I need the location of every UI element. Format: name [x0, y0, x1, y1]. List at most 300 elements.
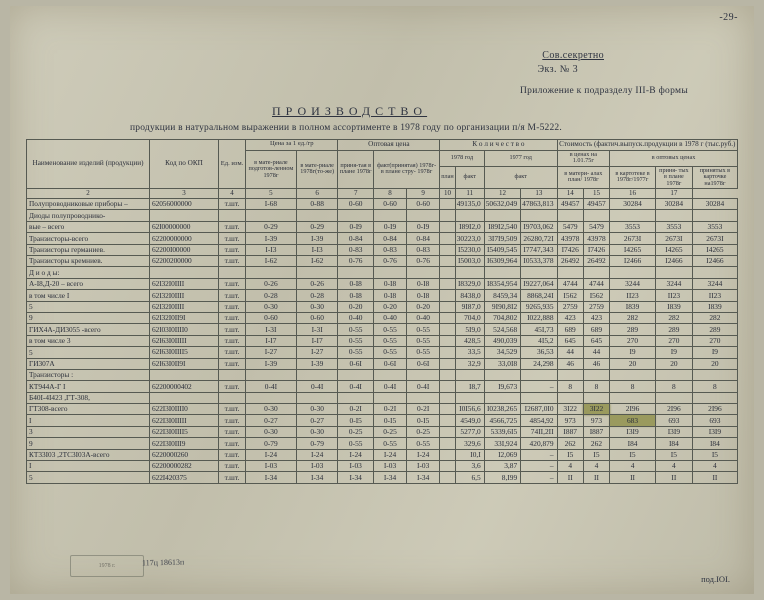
cell-code: [150, 392, 219, 403]
rubber-stamp: 1978 г.: [70, 555, 144, 577]
cell-v15: 2I96: [610, 404, 656, 415]
cell-q_1977: 26280,72I: [521, 233, 557, 244]
cell-product-name: 5: [27, 301, 150, 312]
cell-c6: 0-55: [338, 438, 373, 449]
cell-q_fact: I6309,964: [484, 256, 520, 267]
cell-v14: 4: [583, 461, 609, 472]
cell-q_fact: [484, 369, 520, 380]
cell-q_fact: 3I7I9,509: [484, 233, 520, 244]
cell-c7: 0-20: [373, 301, 406, 312]
cell-v16: I4265: [655, 244, 692, 255]
cell-c4: 0-27: [246, 415, 297, 426]
col-num: 13: [521, 189, 557, 199]
table-row: [27, 461, 738, 472]
cell-unit: т.шт.: [219, 472, 246, 483]
cell-v17: 282: [692, 312, 737, 323]
cell-product-name: ГТ308-всего: [27, 404, 150, 415]
cell-c7: 0-55: [373, 324, 406, 335]
cell-v15: I3I9: [610, 426, 656, 437]
cell-code: [150, 267, 219, 278]
secrecy-stamp: Сов.секретно: [542, 50, 604, 61]
cell-c8: 0-20: [407, 301, 440, 312]
cell-v17: I84: [692, 438, 737, 449]
cell-q_1977: 8868,24I: [521, 290, 557, 301]
cell-q_fact: 33,0I8: [484, 358, 520, 369]
copy-number-text: Экз. № 3: [537, 64, 578, 75]
cell-q_fact: 9I90,8I2: [484, 301, 520, 312]
cell-c6: 0-25: [338, 426, 373, 437]
cell-code: [150, 210, 219, 221]
cell-v16: 4: [655, 461, 692, 472]
cell-c6: 0-60: [338, 199, 373, 210]
cell-c6: [338, 267, 373, 278]
cell-v13: 8: [557, 381, 583, 392]
cell-c7: 0-I5: [373, 415, 406, 426]
cell-v14: 973: [583, 415, 609, 426]
cell-c5: I-I3: [296, 244, 338, 255]
cell-c8: 0-6I: [407, 358, 440, 369]
cell-q_1977: 74II,2II: [521, 426, 557, 437]
cell-c4: I-62: [246, 256, 297, 267]
cell-c9: [440, 347, 455, 358]
cell-c4: 0-30: [246, 404, 297, 415]
cell-c6: 0-76: [338, 256, 373, 267]
cell-v16: I2466: [655, 256, 692, 267]
cell-code: 62I63I0II9I: [150, 358, 219, 369]
cell-v15: [610, 267, 656, 278]
cell-c7: 0-55: [373, 347, 406, 358]
cell-c8: 0-55: [407, 347, 440, 358]
cell-q_plan: I5230,0: [455, 244, 484, 255]
cell-v17: 693: [692, 415, 737, 426]
col-num: 10: [440, 189, 455, 199]
table-row: [27, 256, 738, 267]
cell-product-name: Транзисторы :: [27, 369, 150, 380]
handwritten-note: 117ц 18613п: [141, 557, 185, 568]
cell-c7: 0-76: [373, 256, 406, 267]
cell-v17: 3244: [692, 278, 737, 289]
cell-q_plan: 704,0: [455, 312, 484, 323]
cell-q_1977: –: [521, 381, 557, 392]
table-row: [27, 324, 738, 335]
cell-c9: [440, 199, 455, 210]
cell-c8: 0-76: [407, 256, 440, 267]
cell-c5: 0-29: [296, 221, 338, 232]
header-quantity-plan: план: [440, 166, 455, 189]
cell-code: 622I3I0III9: [150, 438, 219, 449]
cell-q_plan: I0,I: [455, 449, 484, 460]
cell-unit: [219, 392, 246, 403]
cell-v14: 3I22: [583, 404, 609, 415]
cell-c4: I-39: [246, 358, 297, 369]
cell-q_1977: 24,298: [521, 358, 557, 369]
cell-c9: [440, 312, 455, 323]
cell-c9: [440, 221, 455, 232]
cell-c5: 0-27: [296, 415, 338, 426]
cell-unit: т.шт.: [219, 358, 246, 369]
cell-c8: 0-I8: [407, 278, 440, 289]
cell-v16: [655, 267, 692, 278]
cell-c8: [407, 210, 440, 221]
cell-c9: [440, 438, 455, 449]
cell-c9: [440, 290, 455, 301]
cell-v16: II: [655, 472, 692, 483]
cell-v13: 46: [557, 358, 583, 369]
cell-c5: I-34: [296, 472, 338, 483]
header-quantity-fact-1977: факт: [484, 166, 557, 189]
cell-v15: 270: [610, 335, 656, 346]
cell-c6: I-24: [338, 449, 373, 460]
cell-unit: т.шт.: [219, 301, 246, 312]
cell-code: 62056000000: [150, 199, 219, 210]
cell-c9: [440, 278, 455, 289]
cell-unit: т.шт.: [219, 324, 246, 335]
cell-v14: [583, 210, 609, 221]
cell-v16: 3244: [655, 278, 692, 289]
cell-v13: II: [557, 472, 583, 483]
cell-q_fact: 50632,049: [484, 199, 520, 210]
header-cost-planned: приня- тых в плане 1978г: [655, 166, 692, 189]
cell-v15: 289: [610, 324, 656, 335]
cell-v13: 26492: [557, 256, 583, 267]
cell-c6: 0-40: [338, 312, 373, 323]
cell-c6: 0-4I: [338, 381, 373, 392]
cell-c5: 0-88: [296, 199, 338, 210]
cell-v13: 4744: [557, 278, 583, 289]
column-number-row: [27, 189, 738, 199]
cell-v15: I839: [610, 301, 656, 312]
cell-c4: I-I7: [246, 335, 297, 346]
cell-v16: 693: [655, 415, 692, 426]
cell-c4: [246, 392, 297, 403]
cell-v16: [655, 392, 692, 403]
cell-unit: т.шт.: [219, 438, 246, 449]
col-num: 4: [219, 189, 246, 199]
cell-c7: 0-55: [373, 438, 406, 449]
header-cost-materials: в матери- алах план/ 1978г: [557, 166, 610, 189]
cell-q_plan: [455, 392, 484, 403]
cell-v14: [583, 267, 609, 278]
cell-code: 62200I00000: [150, 244, 219, 255]
cell-c7: 0-4I: [373, 381, 406, 392]
table-row: [27, 244, 738, 255]
cell-c7: [373, 210, 406, 221]
cell-c8: [407, 267, 440, 278]
cell-c7: 0-I8: [373, 290, 406, 301]
cell-product-name: КТ33I03 ,2ТС3I03А-всего: [27, 449, 150, 460]
table-row: [27, 312, 738, 323]
cell-c8: 0-I8: [407, 290, 440, 301]
cell-v13: 3I22: [557, 404, 583, 415]
cell-unit: т.шт.: [219, 256, 246, 267]
cell-c9: [440, 392, 455, 403]
header-unit: Ед. изм.: [219, 140, 246, 189]
cell-product-name: вые – всего: [27, 221, 150, 232]
cell-q_1977: [521, 392, 557, 403]
cell-c6: 0-6I: [338, 358, 373, 369]
header-name: Наименование изделий (продукции): [27, 140, 150, 189]
cell-unit: т.шт.: [219, 449, 246, 460]
cell-v13: 44: [557, 347, 583, 358]
cell-product-name: Полупроводниковые приборы –: [27, 199, 150, 210]
cell-q_1977: 420,879: [521, 438, 557, 449]
cell-c8: 0-I5: [407, 415, 440, 426]
cell-c7: [373, 369, 406, 380]
cell-c7: 0-60: [373, 199, 406, 210]
cell-c6: [338, 392, 373, 403]
cell-product-name: 5: [27, 347, 150, 358]
cell-q_fact: I2,069: [484, 449, 520, 460]
table-row: [27, 358, 738, 369]
cell-v17: 2I96: [692, 404, 737, 415]
cell-v15: 282: [610, 312, 656, 323]
cell-q_plan: 8438,0: [455, 290, 484, 301]
cell-c7: I-34: [373, 472, 406, 483]
cell-q_1977: 9265,935: [521, 301, 557, 312]
cell-v13: 262: [557, 438, 583, 449]
cell-c9: [440, 369, 455, 380]
cell-v15: 30284: [610, 199, 656, 210]
cell-v16: 2673I: [655, 233, 692, 244]
cell-q_1977: [521, 210, 557, 221]
cell-code: [150, 369, 219, 380]
cell-c6: 0-83: [338, 244, 373, 255]
cell-c8: 0-55: [407, 335, 440, 346]
cell-code: 62I63I0IIII5: [150, 347, 219, 358]
cell-c8: I-03: [407, 461, 440, 472]
document-page: [10, 6, 754, 594]
cell-v15: II: [610, 472, 656, 483]
cell-product-name: Транзисторы-всего: [27, 233, 150, 244]
cell-q_1977: 4854,92: [521, 415, 557, 426]
cell-code: 62200000282: [150, 461, 219, 472]
page-footer: под.IOI.: [701, 574, 730, 584]
cell-unit: т.шт.: [219, 381, 246, 392]
cell-q_1977: –: [521, 461, 557, 472]
cell-unit: т.шт.: [219, 290, 246, 301]
cell-v17: [692, 210, 737, 221]
cell-q_fact: 33I,924: [484, 438, 520, 449]
cell-v13: 4: [557, 461, 583, 472]
cell-c5: 0-26: [296, 278, 338, 289]
cell-v13: [557, 369, 583, 380]
cell-v14: 2759: [583, 301, 609, 312]
cell-q_plan: I5003,0: [455, 256, 484, 267]
cell-c8: 0-4I: [407, 381, 440, 392]
cell-code: 62I00000000: [150, 221, 219, 232]
table-row: [27, 369, 738, 380]
cell-c9: [440, 358, 455, 369]
cell-c9: [440, 426, 455, 437]
copy-number: [537, 64, 578, 75]
cell-v13: 2759: [557, 301, 583, 312]
cell-q_plan: 5I9,0: [455, 324, 484, 335]
cell-v13: I887: [557, 426, 583, 437]
cell-q_plan: 329,6: [455, 438, 484, 449]
cell-c8: 0-I9: [407, 221, 440, 232]
cell-v15: I9: [610, 347, 656, 358]
cell-product-name: Д и о д ы:: [27, 267, 150, 278]
cell-product-name: Транзисторы кремниев.: [27, 256, 150, 267]
cell-v16: I5: [655, 449, 692, 460]
cell-q_fact: 3,87: [484, 461, 520, 472]
cell-q_plan: 3,6: [455, 461, 484, 472]
cell-v14: 645: [583, 335, 609, 346]
col-num: 8: [373, 189, 406, 199]
cell-c8: 0-25: [407, 426, 440, 437]
cell-unit: т.шт.: [219, 312, 246, 323]
cell-c7: 0-25: [373, 426, 406, 437]
col-num: 15: [583, 189, 609, 199]
cell-v14: 46: [583, 358, 609, 369]
cell-q_1977: 4I5,2: [521, 335, 557, 346]
cell-q_plan: 49135,0: [455, 199, 484, 210]
cell-c6: [338, 369, 373, 380]
cell-c4: [246, 369, 297, 380]
cell-q_plan: 30223,0: [455, 233, 484, 244]
cell-c6: 0-I5: [338, 415, 373, 426]
cell-v17: [692, 267, 737, 278]
cell-c4: 0-29: [246, 221, 297, 232]
cell-v13: I7426: [557, 244, 583, 255]
cell-unit: т.шт.: [219, 199, 246, 210]
cell-unit: т.шт.: [219, 404, 246, 415]
cell-v14: 423: [583, 312, 609, 323]
cell-q_1977: I9703,062: [521, 221, 557, 232]
cell-c7: 0-2I: [373, 404, 406, 415]
cell-c9: [440, 233, 455, 244]
cell-c7: 0-6I: [373, 358, 406, 369]
cell-v14: 5479: [583, 221, 609, 232]
cell-q_1977: I9227,064: [521, 278, 557, 289]
cell-product-name: ГИ307А: [27, 358, 150, 369]
cell-c8: 0-55: [407, 324, 440, 335]
cell-v16: 8: [655, 381, 692, 392]
cell-c4: 0-28: [246, 290, 297, 301]
header-cost-wholesale: в оптовых ценах: [610, 150, 738, 166]
cell-v14: 26492: [583, 256, 609, 267]
cell-v16: I3I9: [655, 426, 692, 437]
cell-c4: I-03: [246, 461, 297, 472]
cell-c4: I-27: [246, 347, 297, 358]
cell-c9: [440, 335, 455, 346]
col-num: 3: [150, 189, 219, 199]
cell-c4: I-I3: [246, 244, 297, 255]
cell-c5: I-I7: [296, 335, 338, 346]
cell-q_1977: 45I,73: [521, 324, 557, 335]
col-num: 14: [557, 189, 583, 199]
cell-c8: 0-2I: [407, 404, 440, 415]
cell-q_fact: [484, 267, 520, 278]
cell-q_plan: I8329,0: [455, 278, 484, 289]
cell-v15: I5: [610, 449, 656, 460]
page-number: -29-: [719, 12, 738, 23]
header-quantity-1978: 1978 год: [440, 150, 485, 166]
cell-unit: т.шт.: [219, 244, 246, 255]
cell-q_plan: I8,7: [455, 381, 484, 392]
cell-v14: 49457: [583, 199, 609, 210]
cell-q_fact: I5409,545: [484, 244, 520, 255]
cell-c4: I-34: [246, 472, 297, 483]
cell-q_fact: I8354,954: [484, 278, 520, 289]
cell-c5: 0-28: [296, 290, 338, 301]
cell-v15: I2466: [610, 256, 656, 267]
cell-c9: [440, 461, 455, 472]
cell-unit: т.шт.: [219, 347, 246, 358]
cell-v13: 645: [557, 335, 583, 346]
cell-v17: [692, 392, 737, 403]
cell-c9: [440, 256, 455, 267]
cell-v14: [583, 369, 609, 380]
cell-c5: [296, 392, 338, 403]
cell-v16: 282: [655, 312, 692, 323]
cell-v15: [610, 369, 656, 380]
cell-c4: I-24: [246, 449, 297, 460]
cell-c5: I-39: [296, 233, 338, 244]
cell-q_fact: 490,039: [484, 335, 520, 346]
cell-c8: [407, 392, 440, 403]
cell-c7: I-24: [373, 449, 406, 460]
cell-c4: 0-4I: [246, 381, 297, 392]
table-row: [27, 449, 738, 460]
cell-v16: II23: [655, 290, 692, 301]
cell-c9: [440, 415, 455, 426]
table-row: [27, 233, 738, 244]
cell-unit: [219, 267, 246, 278]
cell-q_plan: [455, 210, 484, 221]
cell-c7: I-03: [373, 461, 406, 472]
cell-unit: т.шт.: [219, 221, 246, 232]
cell-c5: 0-30: [296, 426, 338, 437]
cell-q_1977: I7747,343: [521, 244, 557, 255]
cell-q_fact: [484, 210, 520, 221]
cell-v17: I5: [692, 449, 737, 460]
header-quantity: К о л и ч е с т в о: [440, 140, 557, 151]
table-row: [27, 335, 738, 346]
col-num: 12: [484, 189, 520, 199]
cell-code: 6220000260: [150, 449, 219, 460]
cell-v16: 2I96: [655, 404, 692, 415]
cell-q_fact: 524,568: [484, 324, 520, 335]
cell-c5: 0-60: [296, 312, 338, 323]
cell-c9: [440, 381, 455, 392]
cell-q_1977: I022,888: [521, 312, 557, 323]
cell-c5: [296, 369, 338, 380]
cell-v14: 262: [583, 438, 609, 449]
cell-unit: т.шт.: [219, 461, 246, 472]
cell-c7: 0-I8: [373, 278, 406, 289]
table-row: [27, 438, 738, 449]
cell-c8: I-34: [407, 472, 440, 483]
header-cost-card-1978: принятых в карточке на1978г: [692, 166, 737, 189]
cell-c4: [246, 210, 297, 221]
appendix-label: Приложение к подразделу III-В формы: [520, 86, 688, 96]
cell-q_plan: 428,5: [455, 335, 484, 346]
cell-c4: I-39: [246, 233, 297, 244]
cell-c4: 0-30: [246, 301, 297, 312]
header-quantity-fact: факт: [455, 166, 484, 189]
cell-product-name: ГИХ4А-ДИ3055 -всего: [27, 324, 150, 335]
cell-c8: 0-55: [407, 438, 440, 449]
cell-v17: 3553: [692, 221, 737, 232]
cell-v14: 8: [583, 381, 609, 392]
cell-c8: 0-60: [407, 199, 440, 210]
table-row: [27, 381, 738, 392]
cell-v17: 8: [692, 381, 737, 392]
cell-code: 62I32I0IIII: [150, 290, 219, 301]
cell-c4: I-68: [246, 199, 297, 210]
cell-c6: 0-20: [338, 301, 373, 312]
